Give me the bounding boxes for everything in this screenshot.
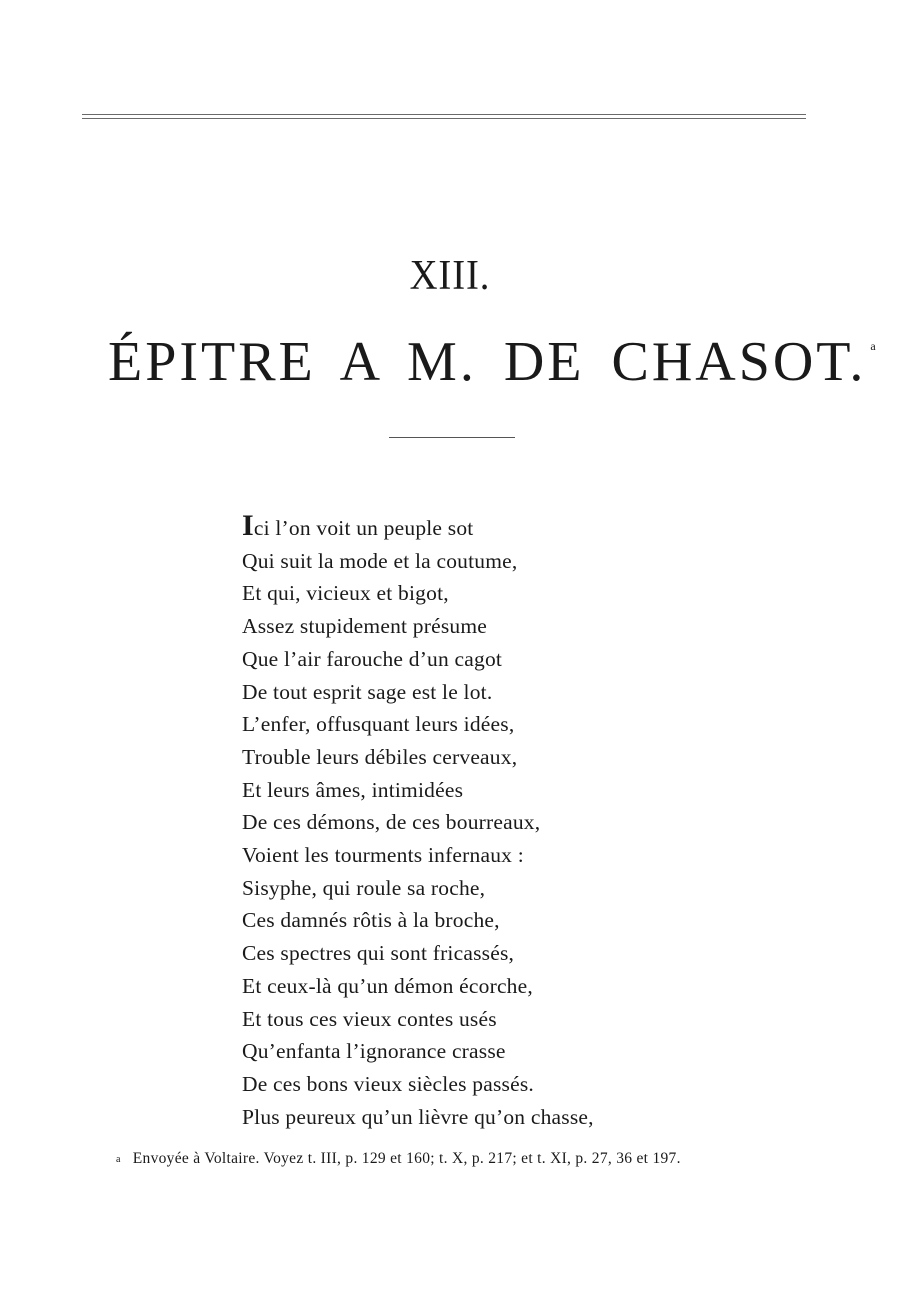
verse-line: Qu’enfanta l’ignorance crasse bbox=[242, 1039, 506, 1064]
footnote-text: Envoyée à Voltaire. Voyez t. III, p. 129 et 160; t. X, p. 217; et t. XI, p. 27, 36 et 197. bbox=[132, 1150, 681, 1167]
drop-cap: I bbox=[242, 509, 254, 542]
poem bbox=[242, 509, 802, 1133]
footnote-marker: a bbox=[870, 339, 876, 353]
verse-line: L’enfer, offusquant leurs idées, bbox=[242, 712, 515, 737]
top-rule-line bbox=[82, 114, 806, 115]
verse-line: Ces damnés rôtis à la broche, bbox=[242, 908, 500, 933]
verse-line: Voient les tourments infernaux : bbox=[242, 843, 524, 868]
top-double-rule bbox=[82, 114, 806, 120]
verse-line: Et leurs âmes, intimidées bbox=[242, 777, 464, 802]
verse-line: De ces bons vieux siècles passés. bbox=[242, 1071, 534, 1096]
chapter-title bbox=[108, 330, 876, 394]
verse-line: Ces spectres qui sont fricassés, bbox=[242, 941, 515, 966]
verse-line: De ces démons, de ces bourreaux, bbox=[242, 810, 541, 835]
verse-line-first bbox=[242, 509, 802, 545]
verse-line: Sisyphe, qui roule sa roche, bbox=[242, 875, 486, 900]
verse-line: Assez stupidement présume bbox=[242, 614, 488, 639]
footnote bbox=[116, 1150, 836, 1168]
chapter-numeral: XIII. bbox=[409, 253, 491, 299]
verse-line: Trouble leurs débiles cerveaux, bbox=[242, 744, 518, 769]
verse-line: Et ceux-là qu’un démon écorche, bbox=[242, 973, 533, 998]
title-divider bbox=[389, 437, 515, 438]
verse-line-text: ci l’on voit un peuple sot bbox=[253, 516, 474, 540]
verse-line: Plus peureux qu’un lièvre qu’on chasse, bbox=[242, 1104, 594, 1129]
verse-line: Que l’air farouche d’un cagot bbox=[242, 646, 503, 671]
chapter-title-text: ÉPITRE A M. DE CHASOT. bbox=[108, 331, 867, 393]
footnote-letter: a bbox=[116, 1154, 121, 1165]
verse-line: De tout esprit sage est le lot. bbox=[242, 679, 493, 704]
verse-line: Qui suit la mode et la coutume, bbox=[242, 548, 518, 573]
verse-line: Et tous ces vieux contes usés bbox=[242, 1006, 497, 1031]
verse-line: Et qui, vicieux et bigot, bbox=[242, 581, 449, 606]
top-rule-line bbox=[82, 118, 806, 119]
